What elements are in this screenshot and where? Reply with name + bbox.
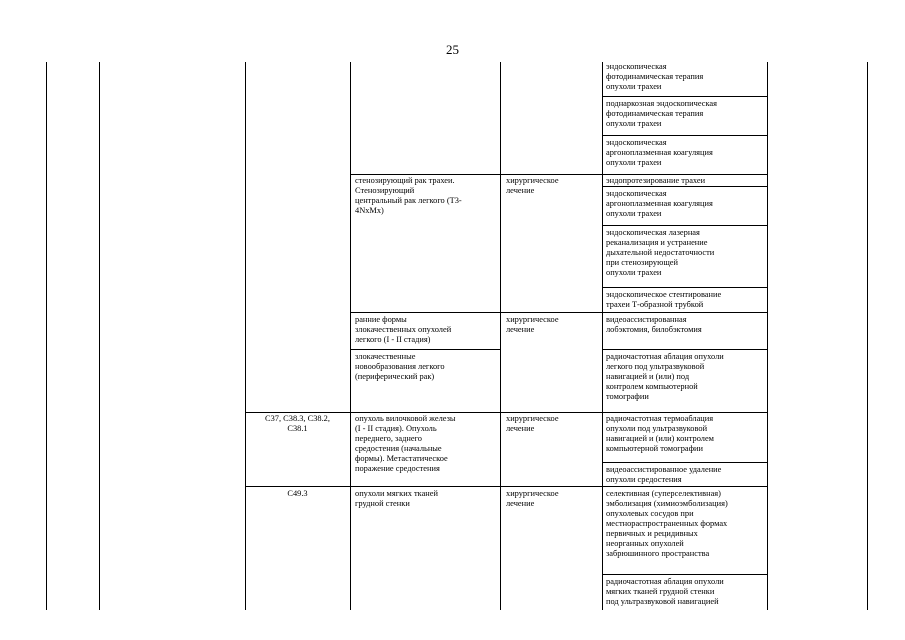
- table-divider-method: [602, 62, 603, 610]
- treatment-cell: хирургическое лечение: [506, 489, 559, 508]
- method-cell: поднаркозная эндоскопическая фотодинамическая терапия опухоли трахеи: [606, 99, 717, 128]
- row-line: [602, 349, 768, 350]
- row-line: [350, 349, 500, 350]
- treatment-cell: хирургическое лечение: [506, 315, 559, 334]
- row-line: [602, 225, 768, 226]
- page-border-right: [867, 62, 868, 610]
- treatment-cell: хирургическое лечение: [506, 414, 559, 433]
- row-line: [245, 486, 768, 487]
- row-line: [602, 135, 768, 136]
- method-cell: эндоскопическая аргоноплазменная коагуляция опухоли трахеи: [606, 138, 713, 167]
- method-cell: видеоассистированное удаление опухоли средостения: [606, 465, 722, 484]
- method-cell: радиочастотная аблация опухоли легкого под ультразвуковой навигацией и (или) под контролем компьютерной томографии: [606, 352, 724, 401]
- diagnosis-cell: стенозирующий рак трахеи. Стенозирующий центральный рак легкого (T3- 4NxMx): [355, 176, 462, 215]
- table-border-right: [767, 62, 768, 610]
- row-line: [245, 412, 768, 413]
- page-border-left: [46, 62, 47, 610]
- column-border-1: [99, 62, 100, 610]
- row-line: [602, 574, 768, 575]
- method-cell: эндоскопическое стентирование трахеи Т-образной трубкой: [606, 290, 722, 309]
- treatment-cell: хирургическое лечение: [506, 176, 559, 195]
- diagnosis-cell: ранние формы злокачественных опухолей легкого (I - II стадия): [355, 315, 452, 344]
- diagnosis-cell: опухоли мягких тканей грудной стенки: [355, 489, 438, 508]
- table-divider-treatment: [500, 62, 501, 610]
- method-cell: эндоскопическая аргоноплазменная коагуляция опухоли трахеи: [606, 189, 713, 218]
- row-line: [602, 287, 768, 288]
- diagnosis-cell: злокачественные новообразования легкого (периферический рак): [355, 352, 445, 381]
- method-cell: эндоскопическая фотодинамическая терапия опухоли трахеи: [606, 62, 704, 91]
- row-line: [602, 186, 768, 187]
- code-cell: C49.3: [287, 489, 308, 498]
- page-number: 25: [446, 42, 459, 57]
- row-line: [350, 312, 768, 313]
- row-line: [350, 174, 768, 175]
- method-cell: радиочастотная аблация опухоли мягких тканей грудной стенки под ультразвуковой навигацией: [606, 577, 724, 606]
- table-divider-diagnosis: [350, 62, 351, 610]
- table-border-left: [245, 62, 246, 610]
- method-cell: эндоскопическая лазерная реканализация и устранение дыхательной недостаточности при стенозирующей опухоли трахеи: [606, 228, 715, 277]
- row-line: [602, 96, 768, 97]
- code-cell: C37, C38.3, C38.2, C38.1: [265, 414, 330, 433]
- row-line: [602, 462, 768, 463]
- diagnosis-cell: опухоль вилочковой железы (I - II стадия). Опухоль переднего, заднего средостения (начальные формы). Метастатическое поражение средостения: [355, 414, 456, 473]
- method-cell: селективная (суперселективная) эмболизация (химиоэмболизация) опухолевых сосудов при местнораспространенных формах первичных и рецидивных неорганных опухолей забрюшинного пространства: [606, 489, 728, 558]
- method-cell: эндопротезирование трахеи: [606, 176, 706, 185]
- method-cell: радиочастотная термоаблация опухоли под ультразвуковой навигацией и (или) контролем компьютерной томографии: [606, 414, 714, 453]
- method-cell: видеоассистированная лобэктомия, билобэктомия: [606, 315, 702, 334]
